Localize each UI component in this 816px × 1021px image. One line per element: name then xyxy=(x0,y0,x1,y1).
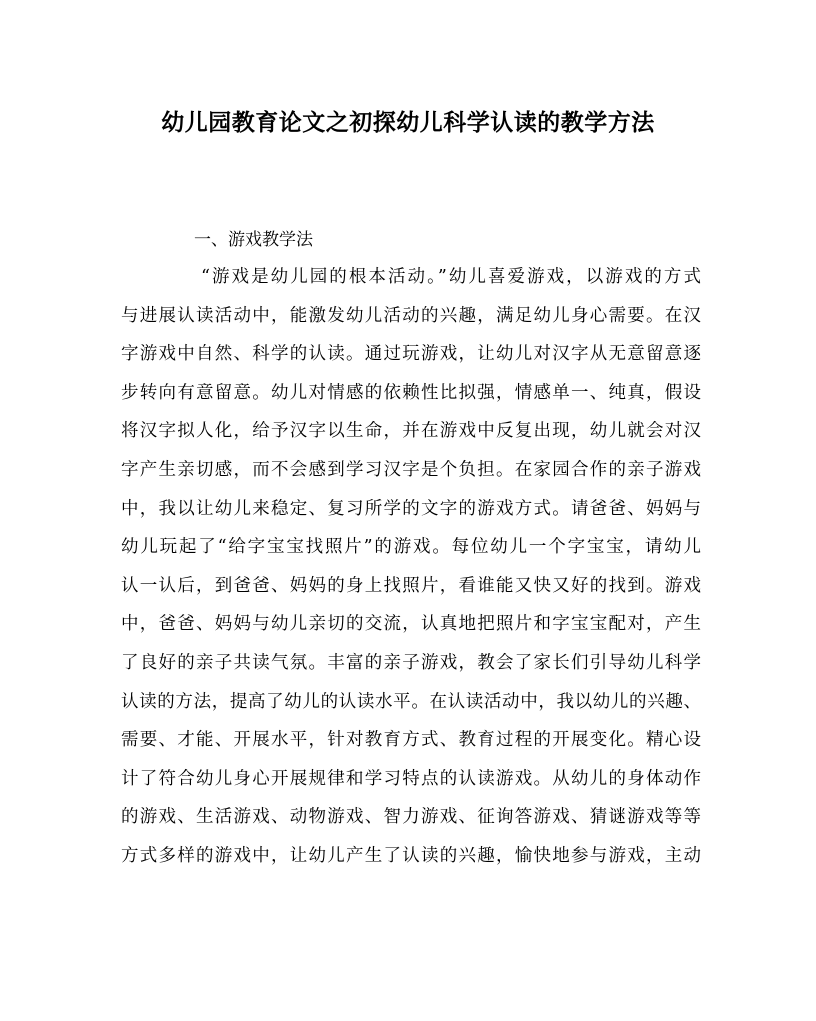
paragraph-line: 认读的方法，提高了幼儿的认读水平。在认读活动中，我以幼儿的兴趣、 xyxy=(121,691,701,712)
paragraph-line: 幼儿玩起了“给字宝宝找照片”的游戏。每位幼儿一个字宝宝，请幼儿 xyxy=(121,537,701,558)
paragraph-line: 了良好的亲子共读气氛。丰富的亲子游戏，教会了家长们引导幼儿科学 xyxy=(121,652,701,673)
paragraph-line: 需要、才能、开展水平，针对教育方式、教育过程的开展变化。精心设 xyxy=(121,730,701,751)
paragraph-line: 与进展认读活动中，能激发幼儿活动的兴趣，满足幼儿身心需要。在汉 xyxy=(121,305,701,326)
section-heading: 一、游戏教学法 xyxy=(194,230,313,250)
paragraph-line: 认一认后，到爸爸、妈妈的身上找照片，看谁能又快又好的找到。游戏 xyxy=(121,575,701,596)
paragraph-line: 中，我以让幼儿来稳定、复习所学的文字的游戏方式。请爸爸、妈妈与 xyxy=(121,498,701,519)
paragraph-line: “游戏是幼儿园的根本活动。”幼儿喜爱游戏，以游戏的方式 xyxy=(201,267,701,287)
paragraph-line: 计了符合幼儿身心开展规律和学习特点的认读游戏。从幼儿的身体动作 xyxy=(121,768,701,789)
paragraph-line: 中，爸爸、妈妈与幼儿亲切的交流，认真地把照片和字宝宝配对，产生 xyxy=(121,614,701,635)
paragraph-line: 的游戏、生活游戏、动物游戏、智力游戏、征询答游戏、猜谜游戏等等 xyxy=(121,807,701,828)
paragraph-line: 方式多样的游戏中，让幼儿产生了认读的兴趣，愉快地参与游戏，主动 xyxy=(121,845,701,866)
paragraph-line: 将汉字拟人化，给予汉字以生命，并在游戏中反复出现，幼儿就会对汉 xyxy=(121,421,701,442)
paragraph-line: 步转向有意留意。幼儿对情感的依赖性比拟强，情感单一、纯真，假设 xyxy=(121,382,701,403)
paragraph xyxy=(121,262,701,880)
paragraph-line: 字游戏中自然、科学的认读。通过玩游戏，让幼儿对汉字从无意留意逐 xyxy=(121,344,701,365)
document-title: 幼儿园教育论文之初探幼儿科学认读的教学方法 xyxy=(161,109,655,136)
paragraph-line: 字产生亲切感，而不会感到学习汉字是个负担。在家园合作的亲子游戏 xyxy=(121,459,701,480)
